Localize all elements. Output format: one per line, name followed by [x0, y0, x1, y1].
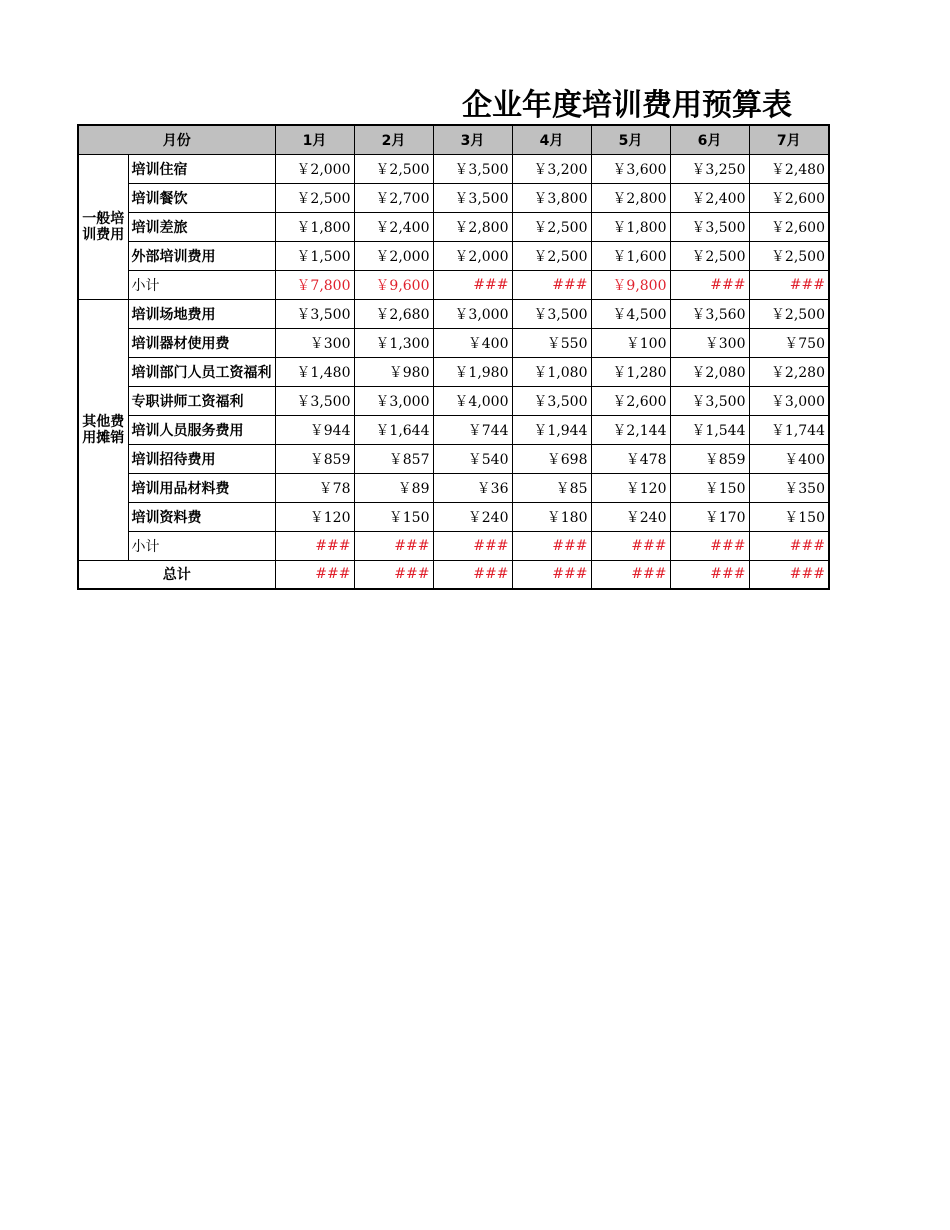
- value-cell[interactable]: ￥3,500: [512, 299, 591, 328]
- value-cell[interactable]: ￥540: [433, 444, 512, 473]
- value-cell[interactable]: ￥100: [591, 328, 670, 357]
- value-cell[interactable]: ￥85: [512, 473, 591, 502]
- table-row: [78, 212, 829, 241]
- subtotal-cell[interactable]: ###: [591, 531, 670, 560]
- value-cell[interactable]: ￥857: [354, 444, 433, 473]
- value-cell[interactable]: ￥944: [275, 415, 354, 444]
- value-cell[interactable]: ￥2,400: [354, 212, 433, 241]
- budget-table: [77, 124, 830, 590]
- value-cell[interactable]: ￥1,280: [591, 357, 670, 386]
- value-cell[interactable]: ￥3,500: [670, 212, 749, 241]
- subtotal-cell[interactable]: ￥7,800: [275, 270, 354, 299]
- table-row: [78, 444, 829, 473]
- total-cell[interactable]: ###: [670, 560, 749, 589]
- value-cell[interactable]: ￥1,480: [275, 357, 354, 386]
- table-row: [78, 502, 829, 531]
- value-cell[interactable]: ￥2,144: [591, 415, 670, 444]
- value-cell[interactable]: ￥150: [354, 502, 433, 531]
- value-cell[interactable]: ￥1,300: [354, 328, 433, 357]
- value-cell[interactable]: ￥400: [749, 444, 829, 473]
- row-item-label[interactable]: 培训器材使用费: [128, 328, 275, 357]
- value-cell[interactable]: ￥3,500: [670, 386, 749, 415]
- row-item-label[interactable]: 培训招待费用: [128, 444, 275, 473]
- table-row: [78, 328, 829, 357]
- value-cell[interactable]: ￥3,000: [354, 386, 433, 415]
- subtotal-cell[interactable]: ###: [749, 270, 829, 299]
- value-cell[interactable]: ￥1,800: [275, 212, 354, 241]
- total-cell[interactable]: ###: [749, 560, 829, 589]
- table-row: [78, 241, 829, 270]
- header-month[interactable]: 5月: [591, 125, 670, 154]
- value-cell[interactable]: ￥1,644: [354, 415, 433, 444]
- subtotal-cell[interactable]: ###: [275, 531, 354, 560]
- value-cell[interactable]: ￥3,500: [433, 154, 512, 183]
- row-item-label[interactable]: 培训住宿: [128, 154, 275, 183]
- table-row: [78, 415, 829, 444]
- value-cell[interactable]: ￥859: [670, 444, 749, 473]
- value-cell[interactable]: ￥240: [591, 502, 670, 531]
- value-cell[interactable]: ￥1,980: [433, 357, 512, 386]
- value-cell[interactable]: ￥2,700: [354, 183, 433, 212]
- value-cell[interactable]: ￥120: [275, 502, 354, 531]
- subtotal-cell[interactable]: ###: [749, 531, 829, 560]
- value-cell[interactable]: ￥698: [512, 444, 591, 473]
- subtotal-cell[interactable]: ###: [433, 531, 512, 560]
- subtotal-label[interactable]: 小计: [128, 270, 275, 299]
- value-cell[interactable]: ￥2,500: [512, 212, 591, 241]
- value-cell[interactable]: ￥2,600: [749, 212, 829, 241]
- subtotal-row: [78, 270, 829, 299]
- value-cell[interactable]: ￥4,500: [591, 299, 670, 328]
- header-month[interactable]: 6月: [670, 125, 749, 154]
- value-cell[interactable]: ￥2,500: [749, 241, 829, 270]
- total-cell[interactable]: ###: [275, 560, 354, 589]
- value-cell[interactable]: ￥1,600: [591, 241, 670, 270]
- group-label-general[interactable]: 一般培训费用: [78, 154, 128, 299]
- table-row: [78, 473, 829, 502]
- value-cell[interactable]: ￥3,200: [512, 154, 591, 183]
- subtotal-cell[interactable]: ###: [670, 270, 749, 299]
- value-cell[interactable]: ￥3,000: [749, 386, 829, 415]
- value-cell[interactable]: ￥36: [433, 473, 512, 502]
- total-cell[interactable]: ###: [354, 560, 433, 589]
- group-label-other[interactable]: 其他费用摊销: [78, 299, 128, 560]
- value-cell[interactable]: ￥2,800: [433, 212, 512, 241]
- value-cell[interactable]: ￥859: [275, 444, 354, 473]
- value-cell[interactable]: ￥2,500: [512, 241, 591, 270]
- value-cell[interactable]: ￥3,000: [433, 299, 512, 328]
- header-month[interactable]: 4月: [512, 125, 591, 154]
- value-cell[interactable]: ￥3,500: [512, 386, 591, 415]
- value-cell[interactable]: ￥240: [433, 502, 512, 531]
- subtotal-cell[interactable]: ###: [512, 270, 591, 299]
- subtotal-cell[interactable]: ￥9,800: [591, 270, 670, 299]
- row-item-label[interactable]: 培训场地费用: [128, 299, 275, 328]
- value-cell[interactable]: ￥2,500: [749, 299, 829, 328]
- value-cell[interactable]: ￥1,080: [512, 357, 591, 386]
- value-cell[interactable]: ￥120: [591, 473, 670, 502]
- row-item-label[interactable]: 外部培训费用: [128, 241, 275, 270]
- value-cell[interactable]: ￥1,800: [591, 212, 670, 241]
- value-cell[interactable]: ￥400: [433, 328, 512, 357]
- subtotal-cell[interactable]: ￥9,600: [354, 270, 433, 299]
- value-cell[interactable]: ￥150: [749, 502, 829, 531]
- header-row: [78, 125, 829, 154]
- value-cell[interactable]: ￥2,600: [749, 183, 829, 212]
- total-row: [78, 560, 829, 589]
- header-month[interactable]: 7月: [749, 125, 829, 154]
- value-cell[interactable]: ￥180: [512, 502, 591, 531]
- value-cell[interactable]: ￥2,000: [354, 241, 433, 270]
- value-cell[interactable]: ￥2,400: [670, 183, 749, 212]
- subtotal-cell[interactable]: ###: [512, 531, 591, 560]
- subtotal-cell[interactable]: ###: [433, 270, 512, 299]
- header-month[interactable]: 2月: [354, 125, 433, 154]
- header-month-label[interactable]: 月份: [78, 125, 275, 154]
- value-cell[interactable]: ￥478: [591, 444, 670, 473]
- value-cell[interactable]: ￥1,744: [749, 415, 829, 444]
- row-item-label[interactable]: 培训用品材料费: [128, 473, 275, 502]
- value-cell[interactable]: ￥350: [749, 473, 829, 502]
- header-month[interactable]: 3月: [433, 125, 512, 154]
- total-label[interactable]: 总计: [78, 560, 275, 589]
- value-cell[interactable]: ￥1,944: [512, 415, 591, 444]
- value-cell[interactable]: ￥2,680: [354, 299, 433, 328]
- subtotal-label[interactable]: 小计: [128, 531, 275, 560]
- value-cell[interactable]: ￥2,080: [670, 357, 749, 386]
- value-cell[interactable]: ￥3,250: [670, 154, 749, 183]
- subtotal-row: [78, 531, 829, 560]
- value-cell[interactable]: ￥300: [670, 328, 749, 357]
- value-cell[interactable]: ￥3,500: [275, 299, 354, 328]
- value-cell[interactable]: ￥4,000: [433, 386, 512, 415]
- value-cell[interactable]: ￥750: [749, 328, 829, 357]
- table-row: [78, 183, 829, 212]
- value-cell[interactable]: ￥2,480: [749, 154, 829, 183]
- row-item-label[interactable]: 培训人员服务费用: [128, 415, 275, 444]
- value-cell[interactable]: ￥1,500: [275, 241, 354, 270]
- row-item-label[interactable]: 培训差旅: [128, 212, 275, 241]
- value-cell[interactable]: ￥2,800: [591, 183, 670, 212]
- value-cell[interactable]: ￥980: [354, 357, 433, 386]
- value-cell[interactable]: ￥2,000: [433, 241, 512, 270]
- total-cell[interactable]: ###: [433, 560, 512, 589]
- table-row: [78, 299, 829, 328]
- value-cell[interactable]: ￥2,600: [591, 386, 670, 415]
- value-cell[interactable]: ￥3,800: [512, 183, 591, 212]
- total-cell[interactable]: ###: [512, 560, 591, 589]
- value-cell[interactable]: ￥78: [275, 473, 354, 502]
- value-cell[interactable]: ￥3,600: [591, 154, 670, 183]
- subtotal-cell[interactable]: ###: [354, 531, 433, 560]
- value-cell[interactable]: ￥2,500: [354, 154, 433, 183]
- value-cell[interactable]: ￥300: [275, 328, 354, 357]
- table-row: [78, 386, 829, 415]
- value-cell[interactable]: ￥1,544: [670, 415, 749, 444]
- sheet-title: 企业年度培训费用预算表: [462, 88, 792, 123]
- value-cell[interactable]: ￥744: [433, 415, 512, 444]
- row-item-label[interactable]: 培训餐饮: [128, 183, 275, 212]
- value-cell[interactable]: ￥2,500: [670, 241, 749, 270]
- value-cell[interactable]: ￥2,280: [749, 357, 829, 386]
- value-cell[interactable]: ￥2,500: [275, 183, 354, 212]
- total-cell[interactable]: ###: [591, 560, 670, 589]
- value-cell[interactable]: ￥3,500: [433, 183, 512, 212]
- value-cell[interactable]: ￥170: [670, 502, 749, 531]
- value-cell[interactable]: ￥89: [354, 473, 433, 502]
- value-cell[interactable]: ￥150: [670, 473, 749, 502]
- table-row: [78, 154, 829, 183]
- subtotal-cell[interactable]: ###: [670, 531, 749, 560]
- row-item-label[interactable]: 培训部门人员工资福利: [128, 357, 275, 386]
- header-month[interactable]: 1月: [275, 125, 354, 154]
- table-row: [78, 357, 829, 386]
- row-item-label[interactable]: 专职讲师工资福利: [128, 386, 275, 415]
- row-item-label[interactable]: 培训资料费: [128, 502, 275, 531]
- value-cell[interactable]: ￥550: [512, 328, 591, 357]
- value-cell[interactable]: ￥2,000: [275, 154, 354, 183]
- value-cell[interactable]: ￥3,560: [670, 299, 749, 328]
- value-cell[interactable]: ￥3,500: [275, 386, 354, 415]
